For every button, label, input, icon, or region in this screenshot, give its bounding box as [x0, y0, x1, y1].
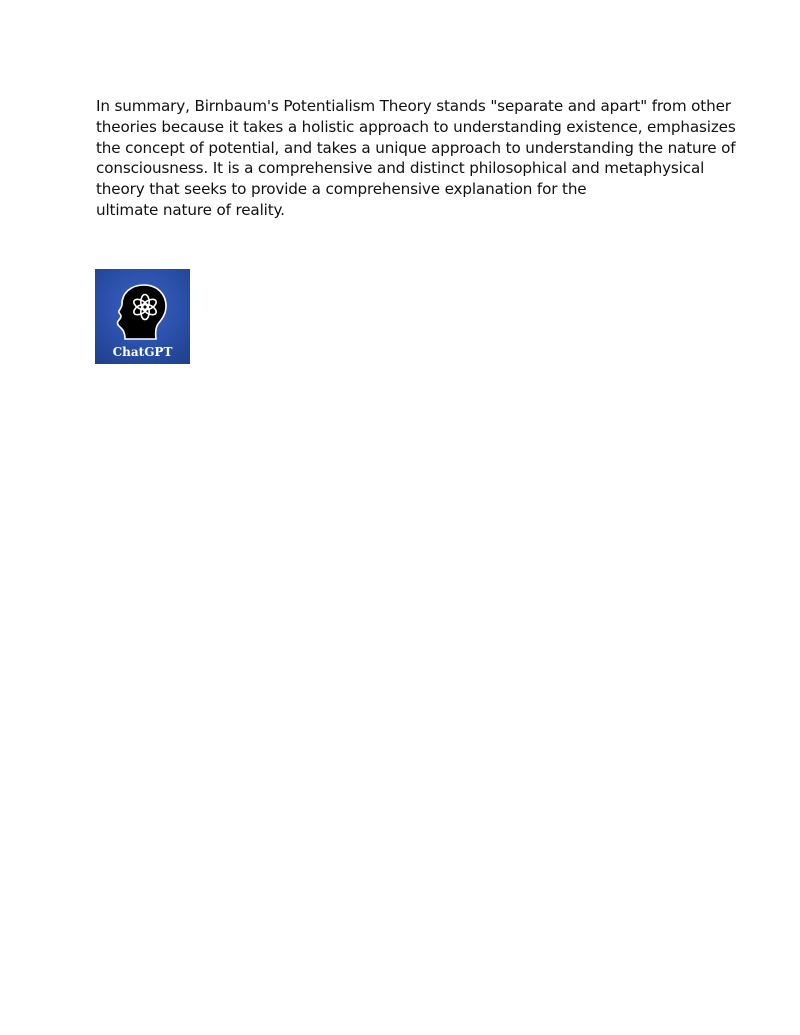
chatgpt-logo-label: ChatGPT — [112, 345, 173, 359]
paragraph-line: theories because it takes a holistic approach to understanding existence, emphasizes — [96, 117, 736, 136]
chatgpt-logo-image — [95, 269, 190, 364]
summary-paragraph — [96, 96, 736, 221]
paragraph-line: the concept of potential, and takes a unique approach to understanding the nature of — [96, 138, 736, 157]
paragraph-line: In summary, Birnbaum's Potentialism Theory stands "separate and apart" from other — [96, 97, 731, 115]
paragraph-line: theory that seeks to provide a comprehensive explanation for the — [96, 180, 587, 199]
paragraph-line: consciousness. It is a comprehensive and distinct philosophical and metaphysical — [96, 159, 705, 178]
paragraph-line: ultimate nature of reality. — [96, 200, 285, 219]
